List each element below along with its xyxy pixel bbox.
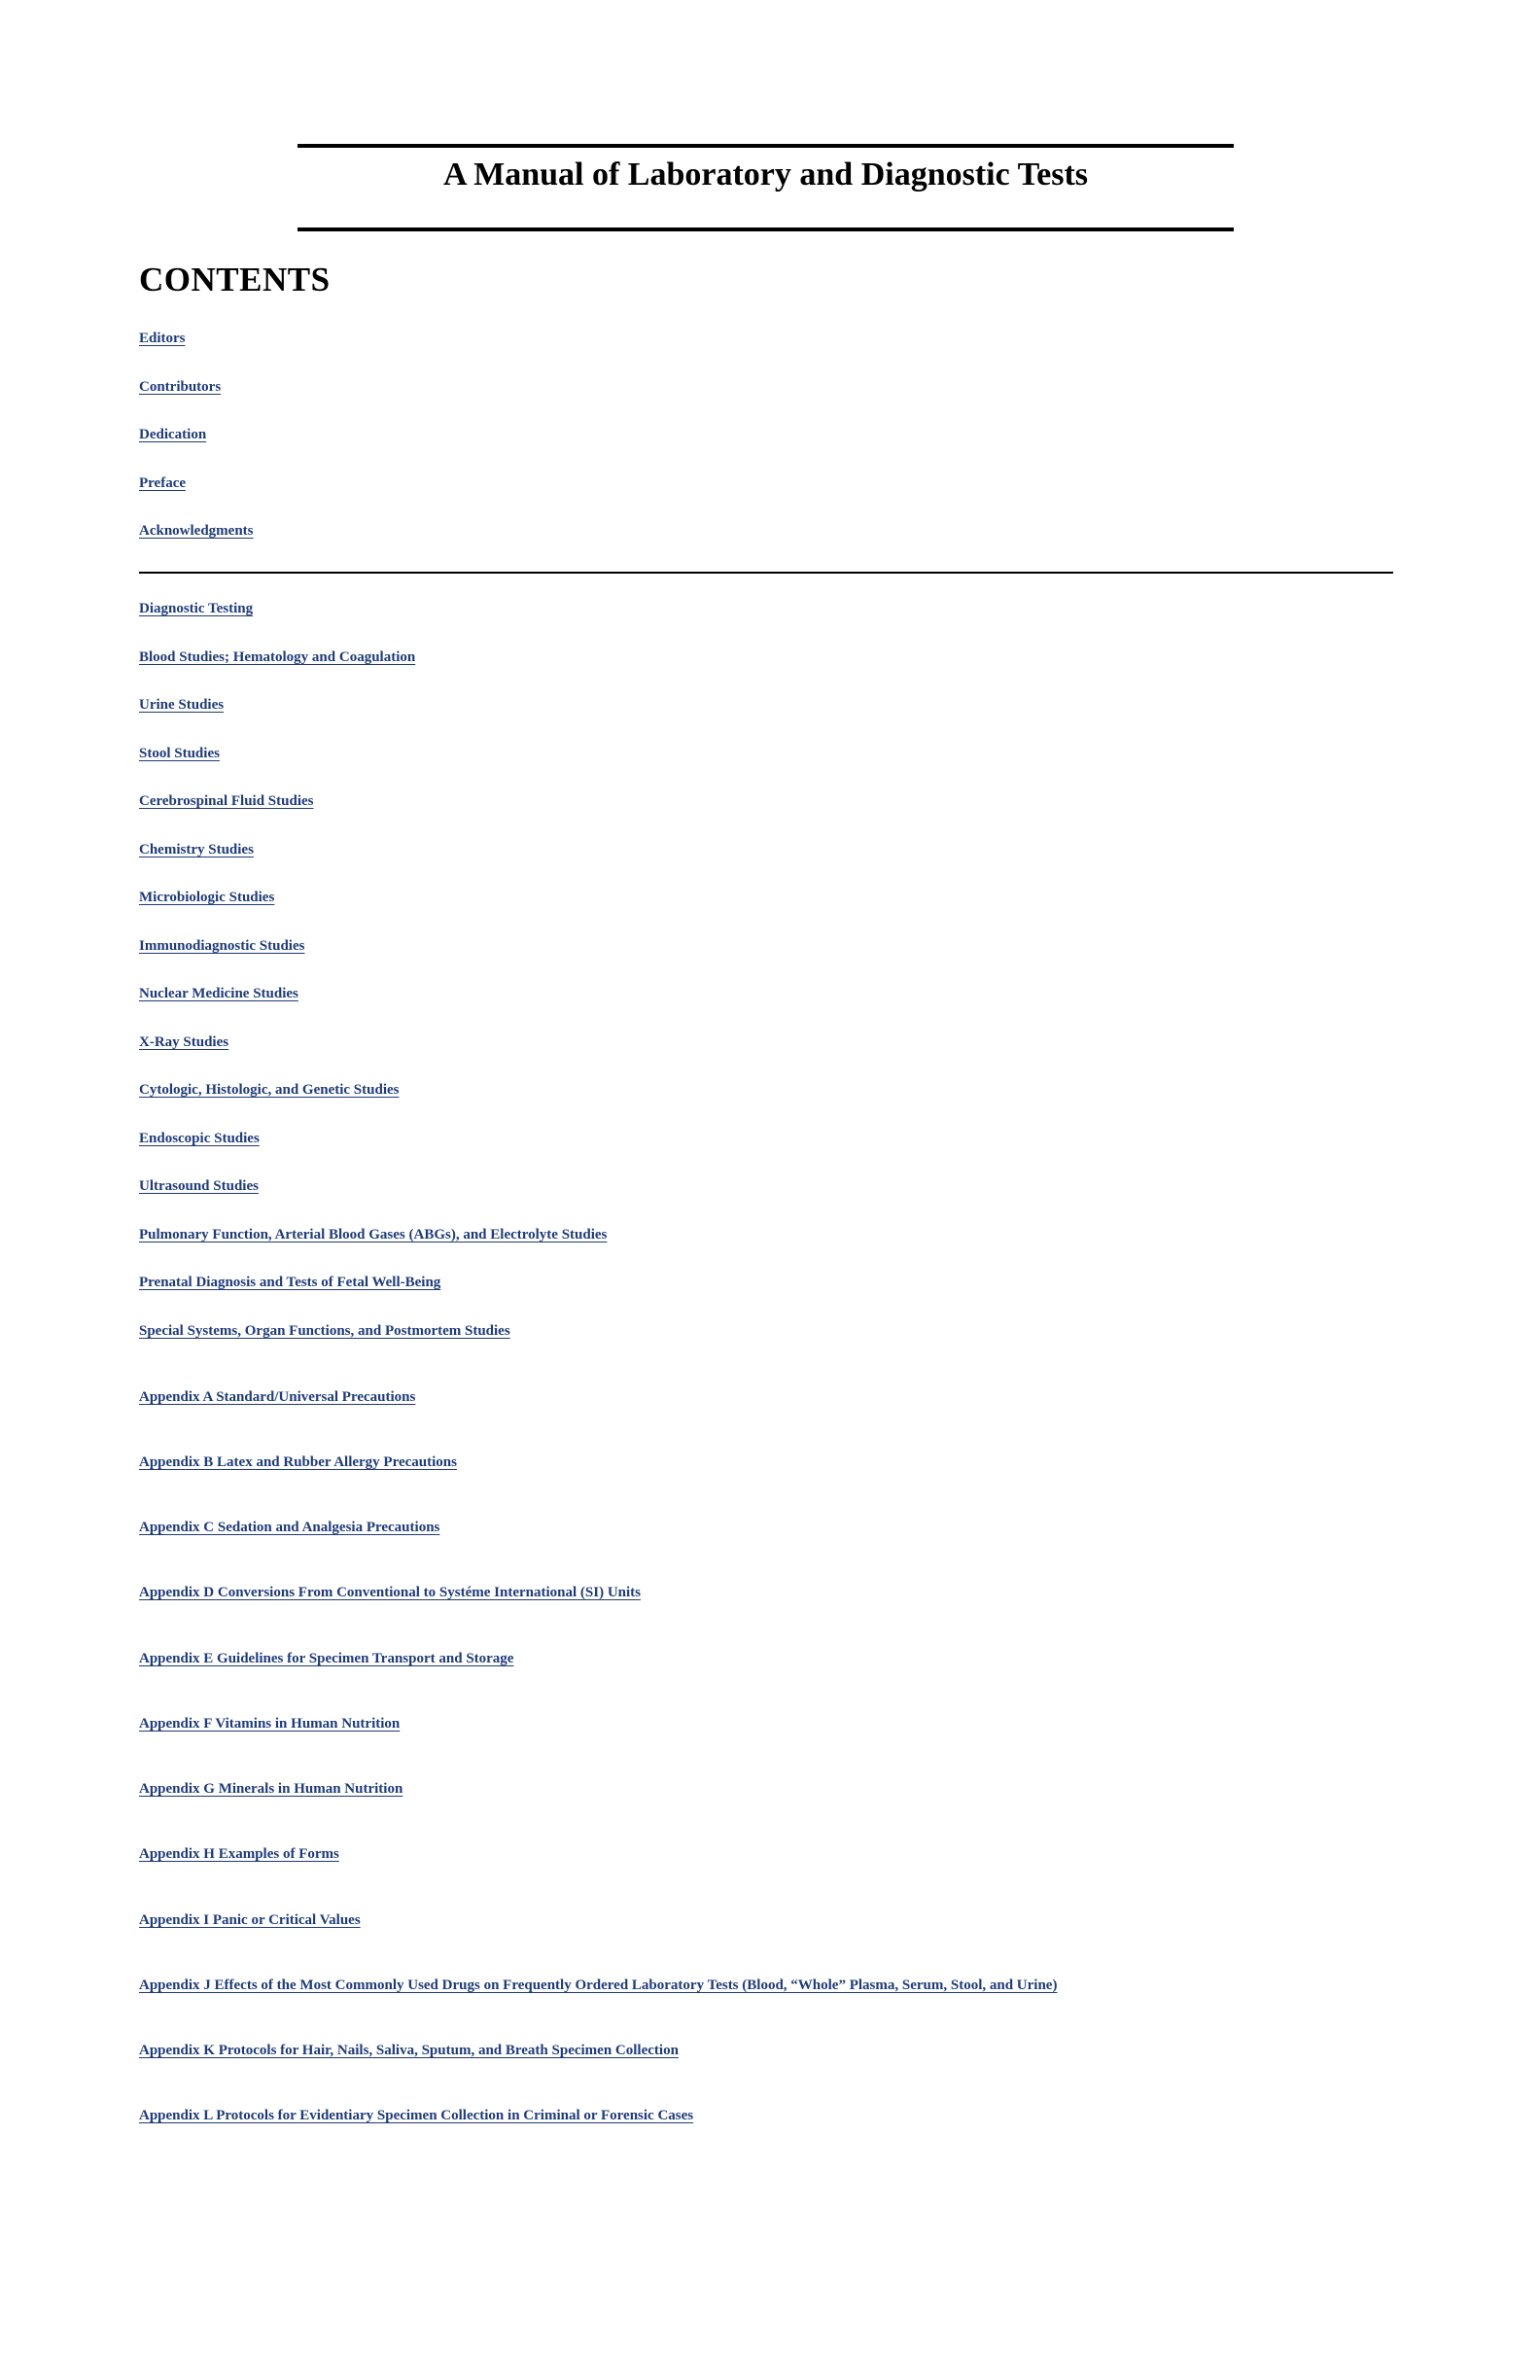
toc-link-appendix-l[interactable]: Appendix L Protocols for Evidentiary Specimen Collection in Criminal or Forensic Cases (139, 2108, 694, 2123)
toc-link-chapter-4[interactable]: Stool Studies (139, 746, 220, 761)
toc-link-appendix-b[interactable]: Appendix B Latex and Rubber Allergy Precautions (139, 1454, 457, 1470)
toc-link-chapter-11[interactable]: Cytologic, Histologic, and Genetic Studies (139, 1082, 400, 1098)
toc-link-appendix-g[interactable]: Appendix G Minerals in Human Nutrition (139, 1781, 403, 1797)
toc-link-appendix-d[interactable]: Appendix D Conversions From Conventional to Systéme International (SI) Units (139, 1585, 642, 1600)
toc-link-chapter-6[interactable]: Chemistry Studies (139, 842, 254, 858)
toc-link-appendix-a[interactable]: Appendix A Standard/Universal Precautions (139, 1389, 416, 1405)
toc-link-chapter-13[interactable]: Ultrasound Studies (139, 1178, 259, 1194)
toc-link-dedication[interactable]: Dedication (139, 427, 207, 442)
toc-link-chapter-7[interactable]: Microbiologic Studies (139, 890, 275, 905)
toc-link-chapter-8[interactable]: Immunodiagnostic Studies (139, 938, 305, 954)
toc-link-chapter-5[interactable]: Cerebrospinal Fluid Studies (139, 793, 314, 809)
title-bottom-rule (298, 228, 1234, 231)
toc-link-preface[interactable]: Preface (139, 475, 187, 491)
book-title: A Manual of Laboratory and Diagnostic Tests (442, 157, 1089, 192)
toc-link-appendix-h[interactable]: Appendix H Examples of Forms (139, 1846, 339, 1862)
title-top-rule (298, 144, 1234, 148)
toc-link-appendix-c[interactable]: Appendix C Sedation and Analgesia Precautions (139, 1520, 440, 1535)
toc-link-chapter-15[interactable]: Prenatal Diagnosis and Tests of Fetal Well-Being (139, 1275, 441, 1290)
toc-link-contributors[interactable]: Contributors (139, 379, 222, 395)
toc-link-chapter-14[interactable]: Pulmonary Function, Arterial Blood Gases (ABGs), and Electrolyte Studies (139, 1227, 608, 1242)
toc-link-chapter-12[interactable]: Endoscopic Studies (139, 1131, 260, 1146)
toc-link-chapter-10[interactable]: X-Ray Studies (139, 1034, 229, 1050)
section-divider (139, 572, 1393, 574)
toc-link-appendix-i[interactable]: Appendix I Panic or Critical Values (139, 1912, 361, 1928)
toc-link-acknowledgments[interactable]: Acknowledgments (139, 523, 254, 539)
toc-link-appendix-e[interactable]: Appendix E Guidelines for Specimen Transport and Storage (139, 1651, 514, 1666)
toc-link-chapter-3[interactable]: Urine Studies (139, 697, 225, 713)
toc-link-chapter-1[interactable]: Diagnostic Testing (139, 601, 254, 616)
toc-link-chapter-2[interactable]: Blood Studies; Hematology and Coagulation (139, 649, 416, 665)
toc-link-chapter-9[interactable]: Nuclear Medicine Studies (139, 986, 298, 1001)
contents-heading: CONTENTS (139, 261, 331, 298)
toc-link-appendix-j[interactable]: Appendix J Effects of the Most Commonly Used Drugs on Frequently Ordered Laboratory Tests (Blood, “Whole” Plasma, Serum, Stool, and Urine) (139, 1978, 1058, 1993)
toc-link-appendix-k[interactable]: Appendix K Protocols for Hair, Nails, Saliva, Sputum, and Breath Specimen Collection (139, 2043, 679, 2058)
toc-link-editors[interactable]: Editors (139, 331, 186, 346)
toc-link-chapter-16[interactable]: Special Systems, Organ Functions, and Postmortem Studies (139, 1323, 510, 1339)
toc-link-appendix-f[interactable]: Appendix F Vitamins in Human Nutrition (139, 1716, 401, 1732)
